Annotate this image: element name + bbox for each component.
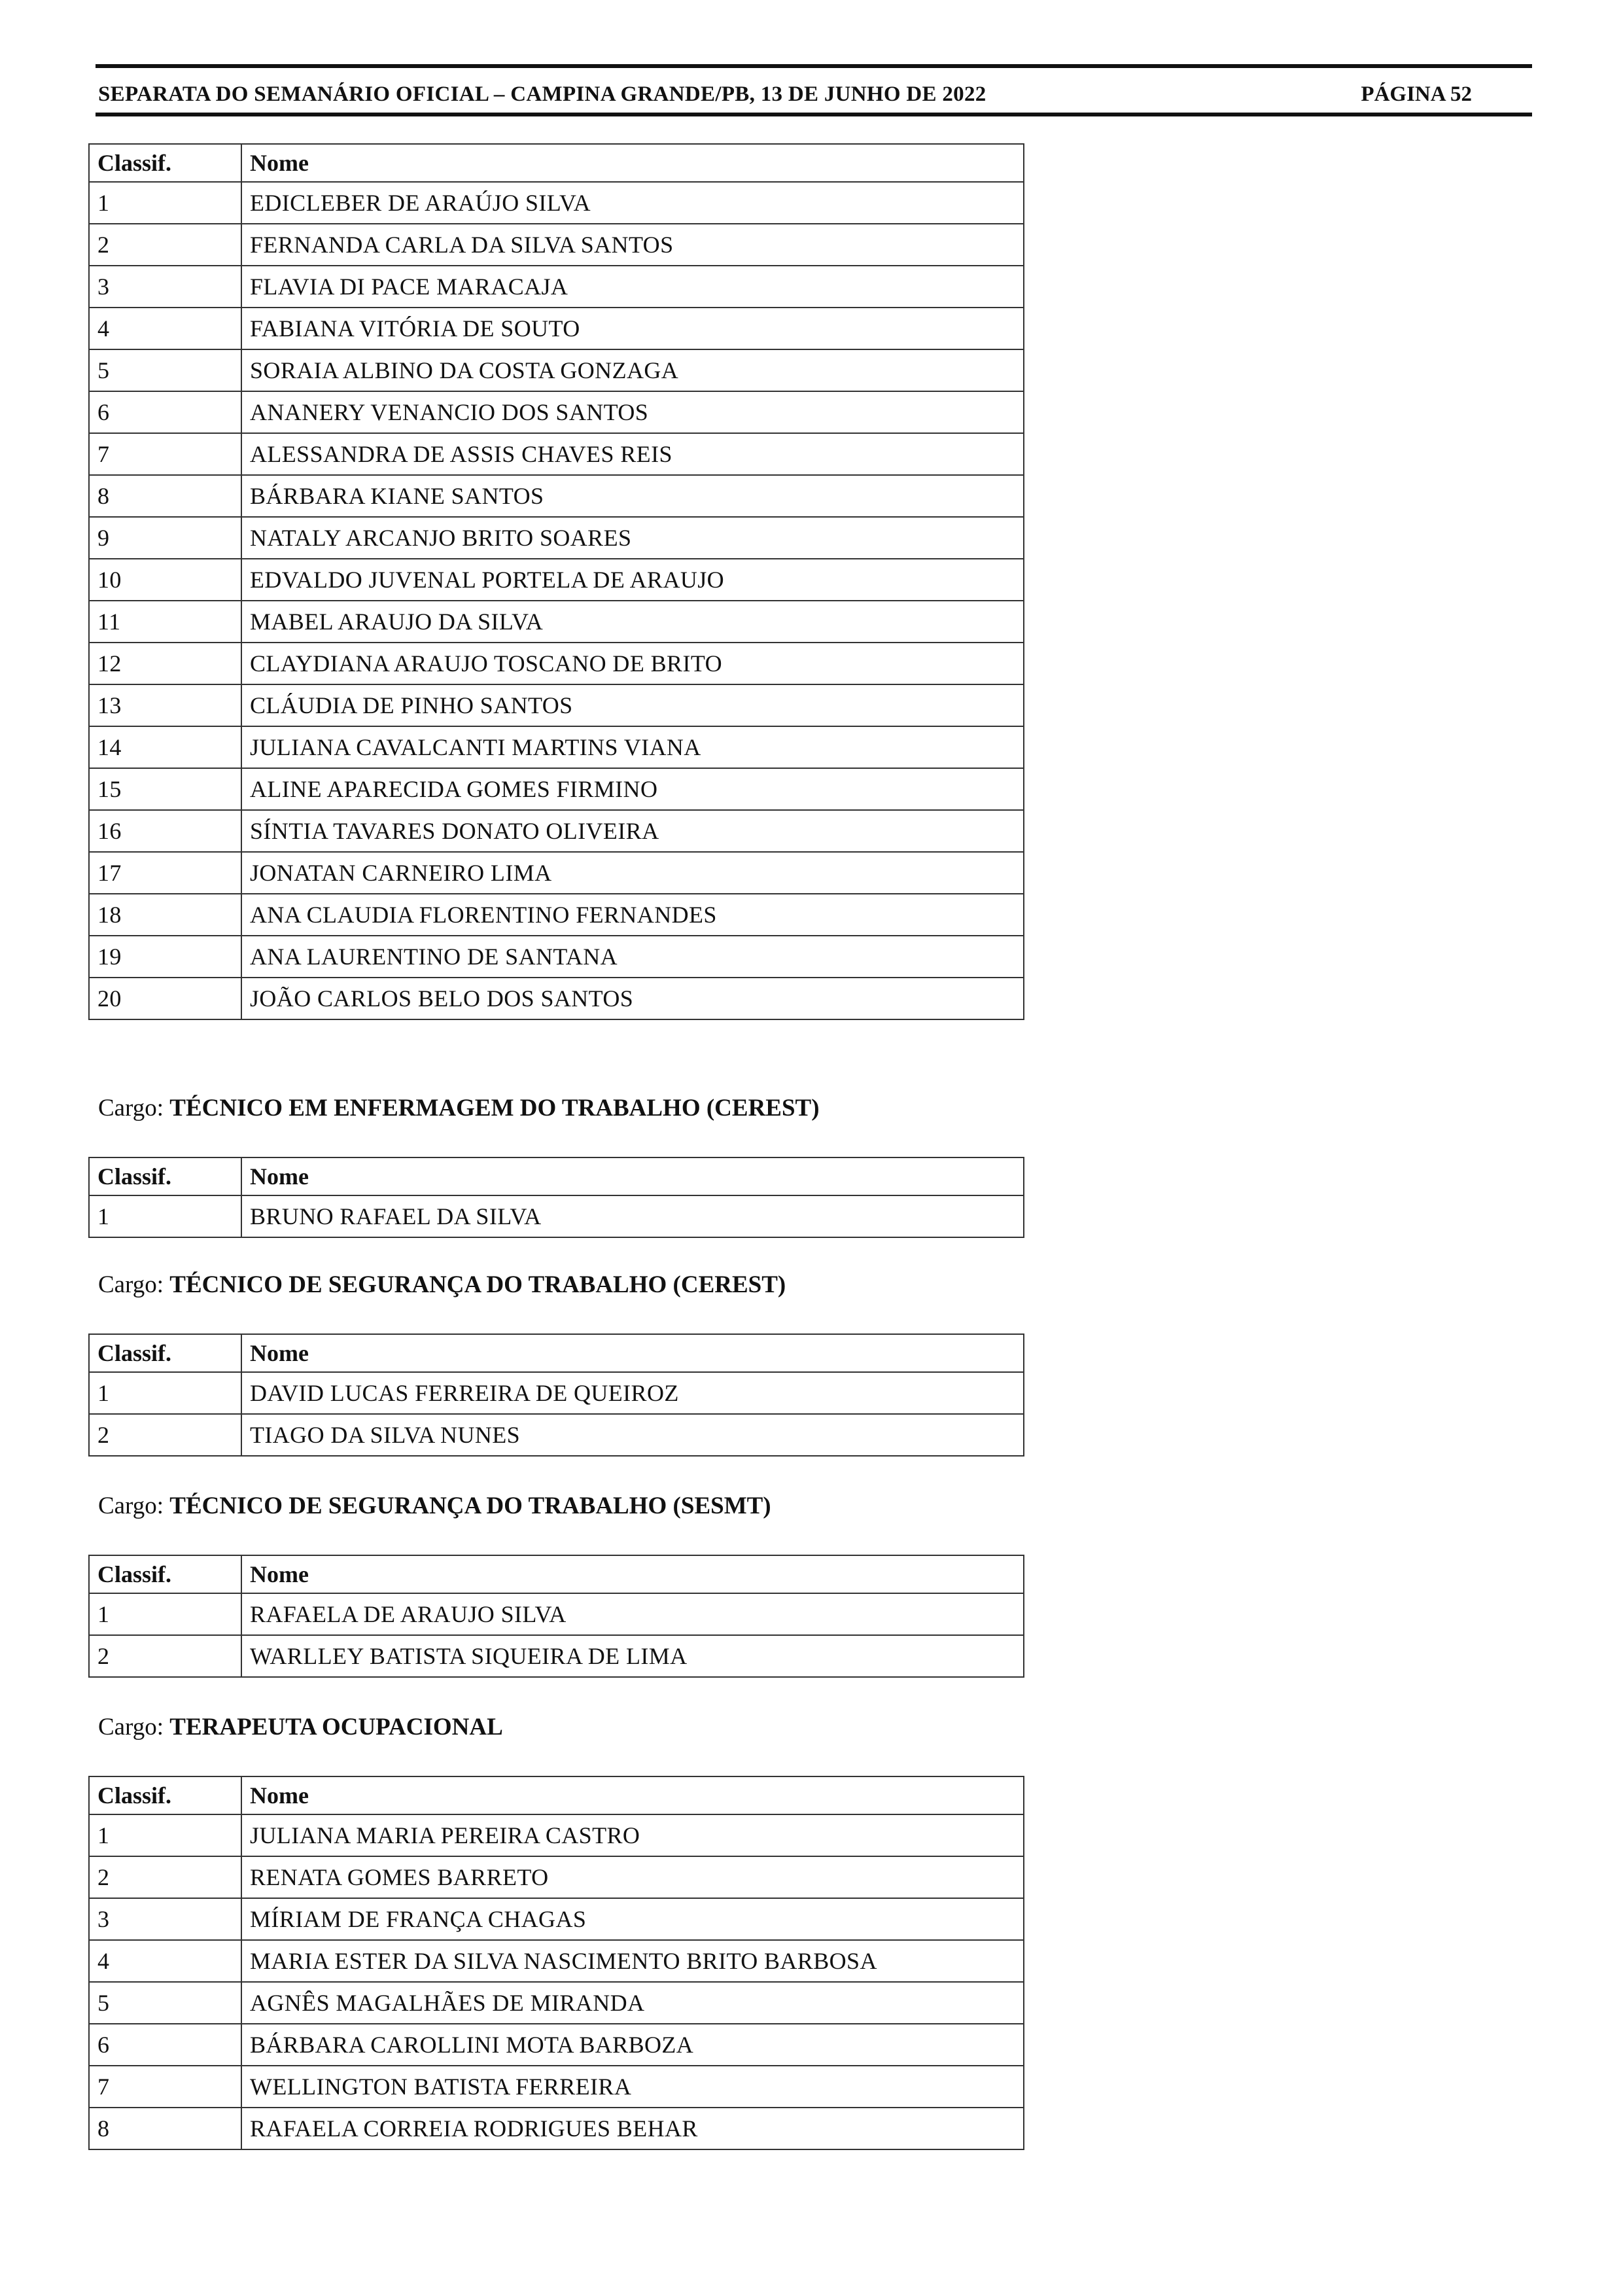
table-row: [89, 1414, 1024, 1456]
nome-cell: NATALY ARCANJO BRITO SOARES: [241, 517, 1024, 559]
table-row: [89, 978, 1024, 1019]
nome-cell: JONATAN CARNEIRO LIMA: [241, 852, 1024, 894]
classif-cell: 18: [89, 894, 241, 936]
nome-cell: ANA LAURENTINO DE SANTANA: [241, 936, 1024, 978]
table-row: [89, 517, 1024, 559]
classif-cell: 6: [89, 391, 241, 433]
nome-cell: WELLINGTON BATISTA FERREIRA: [241, 2066, 1024, 2108]
nome-cell: CLÁUDIA DE PINHO SANTOS: [241, 684, 1024, 726]
nome-cell: EDICLEBER DE ARAÚJO SILVA: [241, 182, 1024, 224]
cargo-title: TERAPEUTA OCUPACIONAL: [169, 1714, 503, 1740]
nome-cell: AGNÊS MAGALHÃES DE MIRANDA: [241, 1982, 1024, 2024]
nome-cell: EDVALDO JUVENAL PORTELA DE ARAUJO: [241, 559, 1024, 601]
classif-cell: 5: [89, 349, 241, 391]
column-header-nome: Nome: [241, 1157, 1024, 1195]
nome-cell: WARLLEY BATISTA SIQUEIRA DE LIMA: [241, 1635, 1024, 1677]
classif-cell: 2: [89, 1635, 241, 1677]
nome-cell: BÁRBARA KIANE SANTOS: [241, 475, 1024, 517]
table-row: [89, 559, 1024, 601]
classif-cell: 8: [89, 475, 241, 517]
cargo-heading: [98, 1094, 820, 1122]
table-row: [89, 894, 1024, 936]
nome-cell: CLAYDIANA ARAUJO TOSCANO DE BRITO: [241, 643, 1024, 684]
classif-cell: 15: [89, 768, 241, 810]
nome-cell: RAFAELA CORREIA RODRIGUES BEHAR: [241, 2108, 1024, 2149]
nome-cell: ANA CLAUDIA FLORENTINO FERNANDES: [241, 894, 1024, 936]
page-number: PÁGINA 52: [1361, 82, 1472, 106]
table-row: [89, 810, 1024, 852]
table-row: [89, 266, 1024, 308]
classification-table: [88, 1555, 1024, 1678]
nome-cell: JULIANA MARIA PEREIRA CASTRO: [241, 1814, 1024, 1856]
classif-cell: 11: [89, 601, 241, 643]
page-header: [96, 64, 1532, 116]
classif-cell: 4: [89, 308, 241, 349]
classif-cell: 3: [89, 1898, 241, 1940]
nome-cell: ALINE APARECIDA GOMES FIRMINO: [241, 768, 1024, 810]
classif-cell: 7: [89, 2066, 241, 2108]
table-row: [89, 475, 1024, 517]
cargo-label: Cargo:: [98, 1714, 164, 1740]
classif-cell: 1: [89, 1195, 241, 1237]
classif-cell: 10: [89, 559, 241, 601]
nome-cell: TIAGO DA SILVA NUNES: [241, 1414, 1024, 1456]
classif-cell: 12: [89, 643, 241, 684]
table-row: [89, 1814, 1024, 1856]
classification-table: [88, 1776, 1024, 2150]
table-row: [89, 433, 1024, 475]
table-row: [89, 852, 1024, 894]
column-header-nome: Nome: [241, 1776, 1024, 1814]
nome-cell: ALESSANDRA DE ASSIS CHAVES REIS: [241, 433, 1024, 475]
table-header-row: [89, 1776, 1024, 1814]
nome-cell: FLAVIA DI PACE MARACAJA: [241, 266, 1024, 308]
classif-cell: 7: [89, 433, 241, 475]
cargo-label: Cargo:: [98, 1492, 164, 1519]
table-row: [89, 601, 1024, 643]
table-row: [89, 768, 1024, 810]
table-row: [89, 1982, 1024, 2024]
classification-table: [88, 1157, 1024, 1238]
table-row: [89, 684, 1024, 726]
column-header-classif: Classif.: [89, 1157, 241, 1195]
classif-cell: 16: [89, 810, 241, 852]
classif-cell: 20: [89, 978, 241, 1019]
nome-cell: RENATA GOMES BARRETO: [241, 1856, 1024, 1898]
nome-cell: MÍRIAM DE FRANÇA CHAGAS: [241, 1898, 1024, 1940]
nome-cell: MARIA ESTER DA SILVA NASCIMENTO BRITO BARBOSA: [241, 1940, 1024, 1982]
classif-cell: 3: [89, 266, 241, 308]
table-row: [89, 643, 1024, 684]
nome-cell: SÍNTIA TAVARES DONATO OLIVEIRA: [241, 810, 1024, 852]
table-header-row: [89, 1334, 1024, 1372]
column-header-classif: Classif.: [89, 1776, 241, 1814]
table-row: [89, 1635, 1024, 1677]
nome-cell: FERNANDA CARLA DA SILVA SANTOS: [241, 224, 1024, 266]
column-header-nome: Nome: [241, 144, 1024, 182]
classif-cell: 9: [89, 517, 241, 559]
table-row: [89, 1856, 1024, 1898]
classification-table: [88, 1333, 1024, 1457]
nome-cell: BRUNO RAFAEL DA SILVA: [241, 1195, 1024, 1237]
classif-cell: 1: [89, 1593, 241, 1635]
cargo-heading: [98, 1271, 786, 1299]
nome-cell: MABEL ARAUJO DA SILVA: [241, 601, 1024, 643]
column-header-classif: Classif.: [89, 1334, 241, 1372]
column-header-classif: Classif.: [89, 144, 241, 182]
nome-cell: RAFAELA DE ARAUJO SILVA: [241, 1593, 1024, 1635]
table-row: [89, 1372, 1024, 1414]
classif-cell: 2: [89, 224, 241, 266]
classif-cell: 2: [89, 1856, 241, 1898]
cargo-title: TÉCNICO DE SEGURANÇA DO TRABALHO (SESMT): [169, 1492, 771, 1519]
table-row: [89, 936, 1024, 978]
table-row: [89, 308, 1024, 349]
classif-cell: 1: [89, 1814, 241, 1856]
table-header-row: [89, 1555, 1024, 1593]
column-header-nome: Nome: [241, 1334, 1024, 1372]
classif-cell: 8: [89, 2108, 241, 2149]
classif-cell: 1: [89, 182, 241, 224]
cargo-label: Cargo:: [98, 1095, 164, 1122]
table-row: [89, 726, 1024, 768]
table-row: [89, 224, 1024, 266]
nome-cell: DAVID LUCAS FERREIRA DE QUEIROZ: [241, 1372, 1024, 1414]
table-row: [89, 1940, 1024, 1982]
nome-cell: ANANERY VENANCIO DOS SANTOS: [241, 391, 1024, 433]
table-row: [89, 349, 1024, 391]
cargo-title: TÉCNICO DE SEGURANÇA DO TRABALHO (CEREST): [169, 1271, 786, 1298]
table-row: [89, 391, 1024, 433]
cargo-label: Cargo:: [98, 1271, 164, 1298]
table-header-row: [89, 1157, 1024, 1195]
classif-cell: 14: [89, 726, 241, 768]
classif-cell: 19: [89, 936, 241, 978]
cargo-heading: [98, 1492, 771, 1520]
table-row: [89, 2108, 1024, 2149]
cargo-title: TÉCNICO EM ENFERMAGEM DO TRABALHO (CEREST): [169, 1095, 820, 1122]
classification-table: [88, 143, 1024, 1020]
nome-cell: JOÃO CARLOS BELO DOS SANTOS: [241, 978, 1024, 1019]
table-row: [89, 182, 1024, 224]
classif-cell: 17: [89, 852, 241, 894]
classif-cell: 1: [89, 1372, 241, 1414]
table-row: [89, 2066, 1024, 2108]
classif-cell: 5: [89, 1982, 241, 2024]
nome-cell: FABIANA VITÓRIA DE SOUTO: [241, 308, 1024, 349]
classif-cell: 13: [89, 684, 241, 726]
table-row: [89, 1195, 1024, 1237]
table-row: [89, 1898, 1024, 1940]
classif-cell: 2: [89, 1414, 241, 1456]
classif-cell: 6: [89, 2024, 241, 2066]
table-row: [89, 1593, 1024, 1635]
column-header-classif: Classif.: [89, 1555, 241, 1593]
table-row: [89, 2024, 1024, 2066]
cargo-heading: [98, 1713, 503, 1741]
column-header-nome: Nome: [241, 1555, 1024, 1593]
classif-cell: 4: [89, 1940, 241, 1982]
nome-cell: SORAIA ALBINO DA COSTA GONZAGA: [241, 349, 1024, 391]
nome-cell: BÁRBARA CAROLLINI MOTA BARBOZA: [241, 2024, 1024, 2066]
table-header-row: [89, 144, 1024, 182]
nome-cell: JULIANA CAVALCANTI MARTINS VIANA: [241, 726, 1024, 768]
header-title: SEPARATA DO SEMANÁRIO OFICIAL – CAMPINA GRANDE/PB, 13 DE JUNHO DE 2022: [98, 82, 986, 106]
